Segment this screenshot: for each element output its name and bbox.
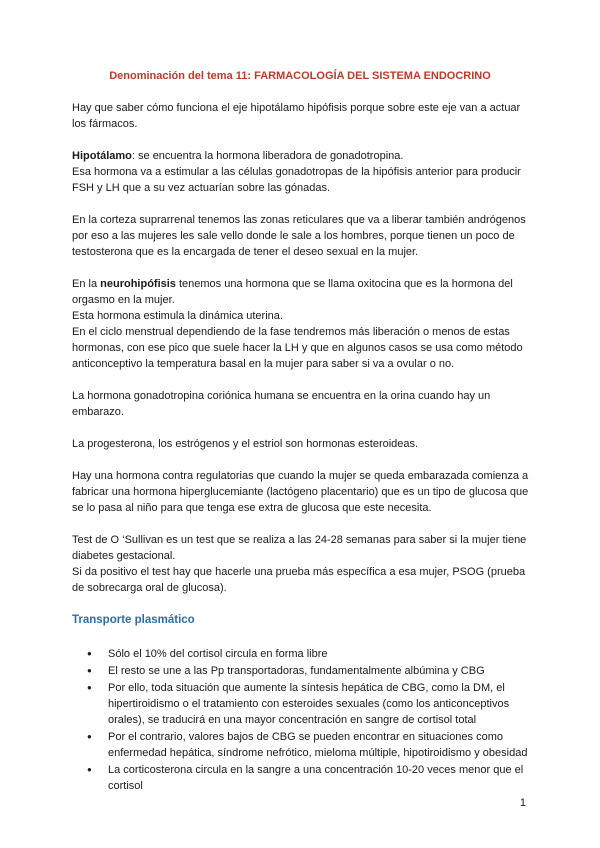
osullivan-line-1: Test de O ‘Sullivan es un test que se realiza a las 24-28 semanas para saber si la mujer tiene diabetes gestacional. <box>72 534 527 562</box>
hipotalamo-line-1 <box>72 148 532 164</box>
osullivan-paragraph <box>72 532 532 596</box>
page-number: 1 <box>519 797 526 809</box>
list-item: ● Sólo el 10% del cortisol circula en forma libre <box>108 646 532 662</box>
intro-paragraph: Hay que saber cómo funciona el eje hipotálamo hipófisis porque sobre este eje van a actuar los fármacos. <box>72 102 521 130</box>
document-body <box>72 100 532 795</box>
neuro-line-2: Esta hormona estimula la dinámica uterina. <box>72 310 283 322</box>
neuro-line-3: En el ciclo menstrual dependiendo de la fase tendremos más liberación o menos de estas hormonas, con ese pico que suele hacer la LH y que en algunos casos se usa como método anticonceptivo la temperatura basal en la mujer para saber si va a ovular o no. <box>72 326 523 370</box>
neuro-term: neurohipófisis <box>100 278 176 290</box>
document-title: Denominación del tema 11: FARMACOLOGÍA DEL SISTEMA ENDOCRINO <box>109 70 491 82</box>
list-item: ● Por el contrario, valores bajos de CBG se pueden encontrar en situaciones como enfermedad hepática, síndrome nefrótico, mieloma múltiple, hipotiroidismo y obesidad <box>108 729 532 761</box>
neuro-line-1-text: tenemos una hormona que se llama oxitocina que es la hormona del orgasmo en la mujer. <box>72 278 513 306</box>
hipotalamo-paragraph <box>72 148 532 196</box>
gonadotropina-paragraph: La hormona gonadotropina coriónica humana se encuentra en la orina cuando hay un embarazo. <box>72 390 491 418</box>
list-item: ● El resto se une a las Pp transportadoras, fundamentalmente albúmina y CBG <box>108 663 532 679</box>
esteroideas-paragraph: La progesterona, los estrógenos y el estriol son hormonas esteroideas. <box>72 438 419 450</box>
contraregulatoria-paragraph: Hay una hormona contra regulatorias que cuando la mujer se queda embarazada comienza a fabricar una hormona hiperglucemiante (lactógeno placentario) que es un tipo de glucosa que se lo pasa al niño para que tenga ese extra de glucosa que este necesita. <box>72 470 529 514</box>
transporte-heading: Transporte plasmático <box>72 614 195 626</box>
corteza-paragraph: En la corteza suprarrenal tenemos las zonas reticulares que va a liberar también andrógenos por eso a las mujeres les sale vello donde le sale a los hombres, porque tienen un poco de testosterona que es la encargada de tener el deseo sexual en la mujer. <box>72 214 526 258</box>
neuro-line-1 <box>72 276 532 308</box>
hipotalamo-term: Hipotálamo <box>72 150 132 162</box>
neurohipofisis-paragraph <box>72 276 532 372</box>
hipotalamo-line-2: Esa hormona va a estimular a las células gonadotropas de la hipófisis anterior para producir FSH y LH que a su vez actuarían sobre las gónadas. <box>72 166 521 194</box>
osullivan-line-2: Si da positivo el test hay que hacerle una prueba más específica a esa mujer, PSOG (prueba de sobrecarga oral de glucosa). <box>72 566 526 594</box>
list-item: ● La corticosterona circula en la sangre a una concentración 10-20 veces menor que el cortisol <box>108 762 532 794</box>
hipotalamo-line-1-text: : se encuentra la hormona liberadora de gonadotropina. <box>131 150 404 162</box>
transporte-list <box>72 646 532 794</box>
neuro-prefix: En la <box>72 278 101 290</box>
list-item: ● Por ello, toda situación que aumente la síntesis hepática de CBG, como la DM, el hipertiroidismo o el tratamiento con esteroides sexuales (como los anticonceptivos orales), se traducirá en una mayor concentración en sangre de cortisol total <box>108 680 532 728</box>
